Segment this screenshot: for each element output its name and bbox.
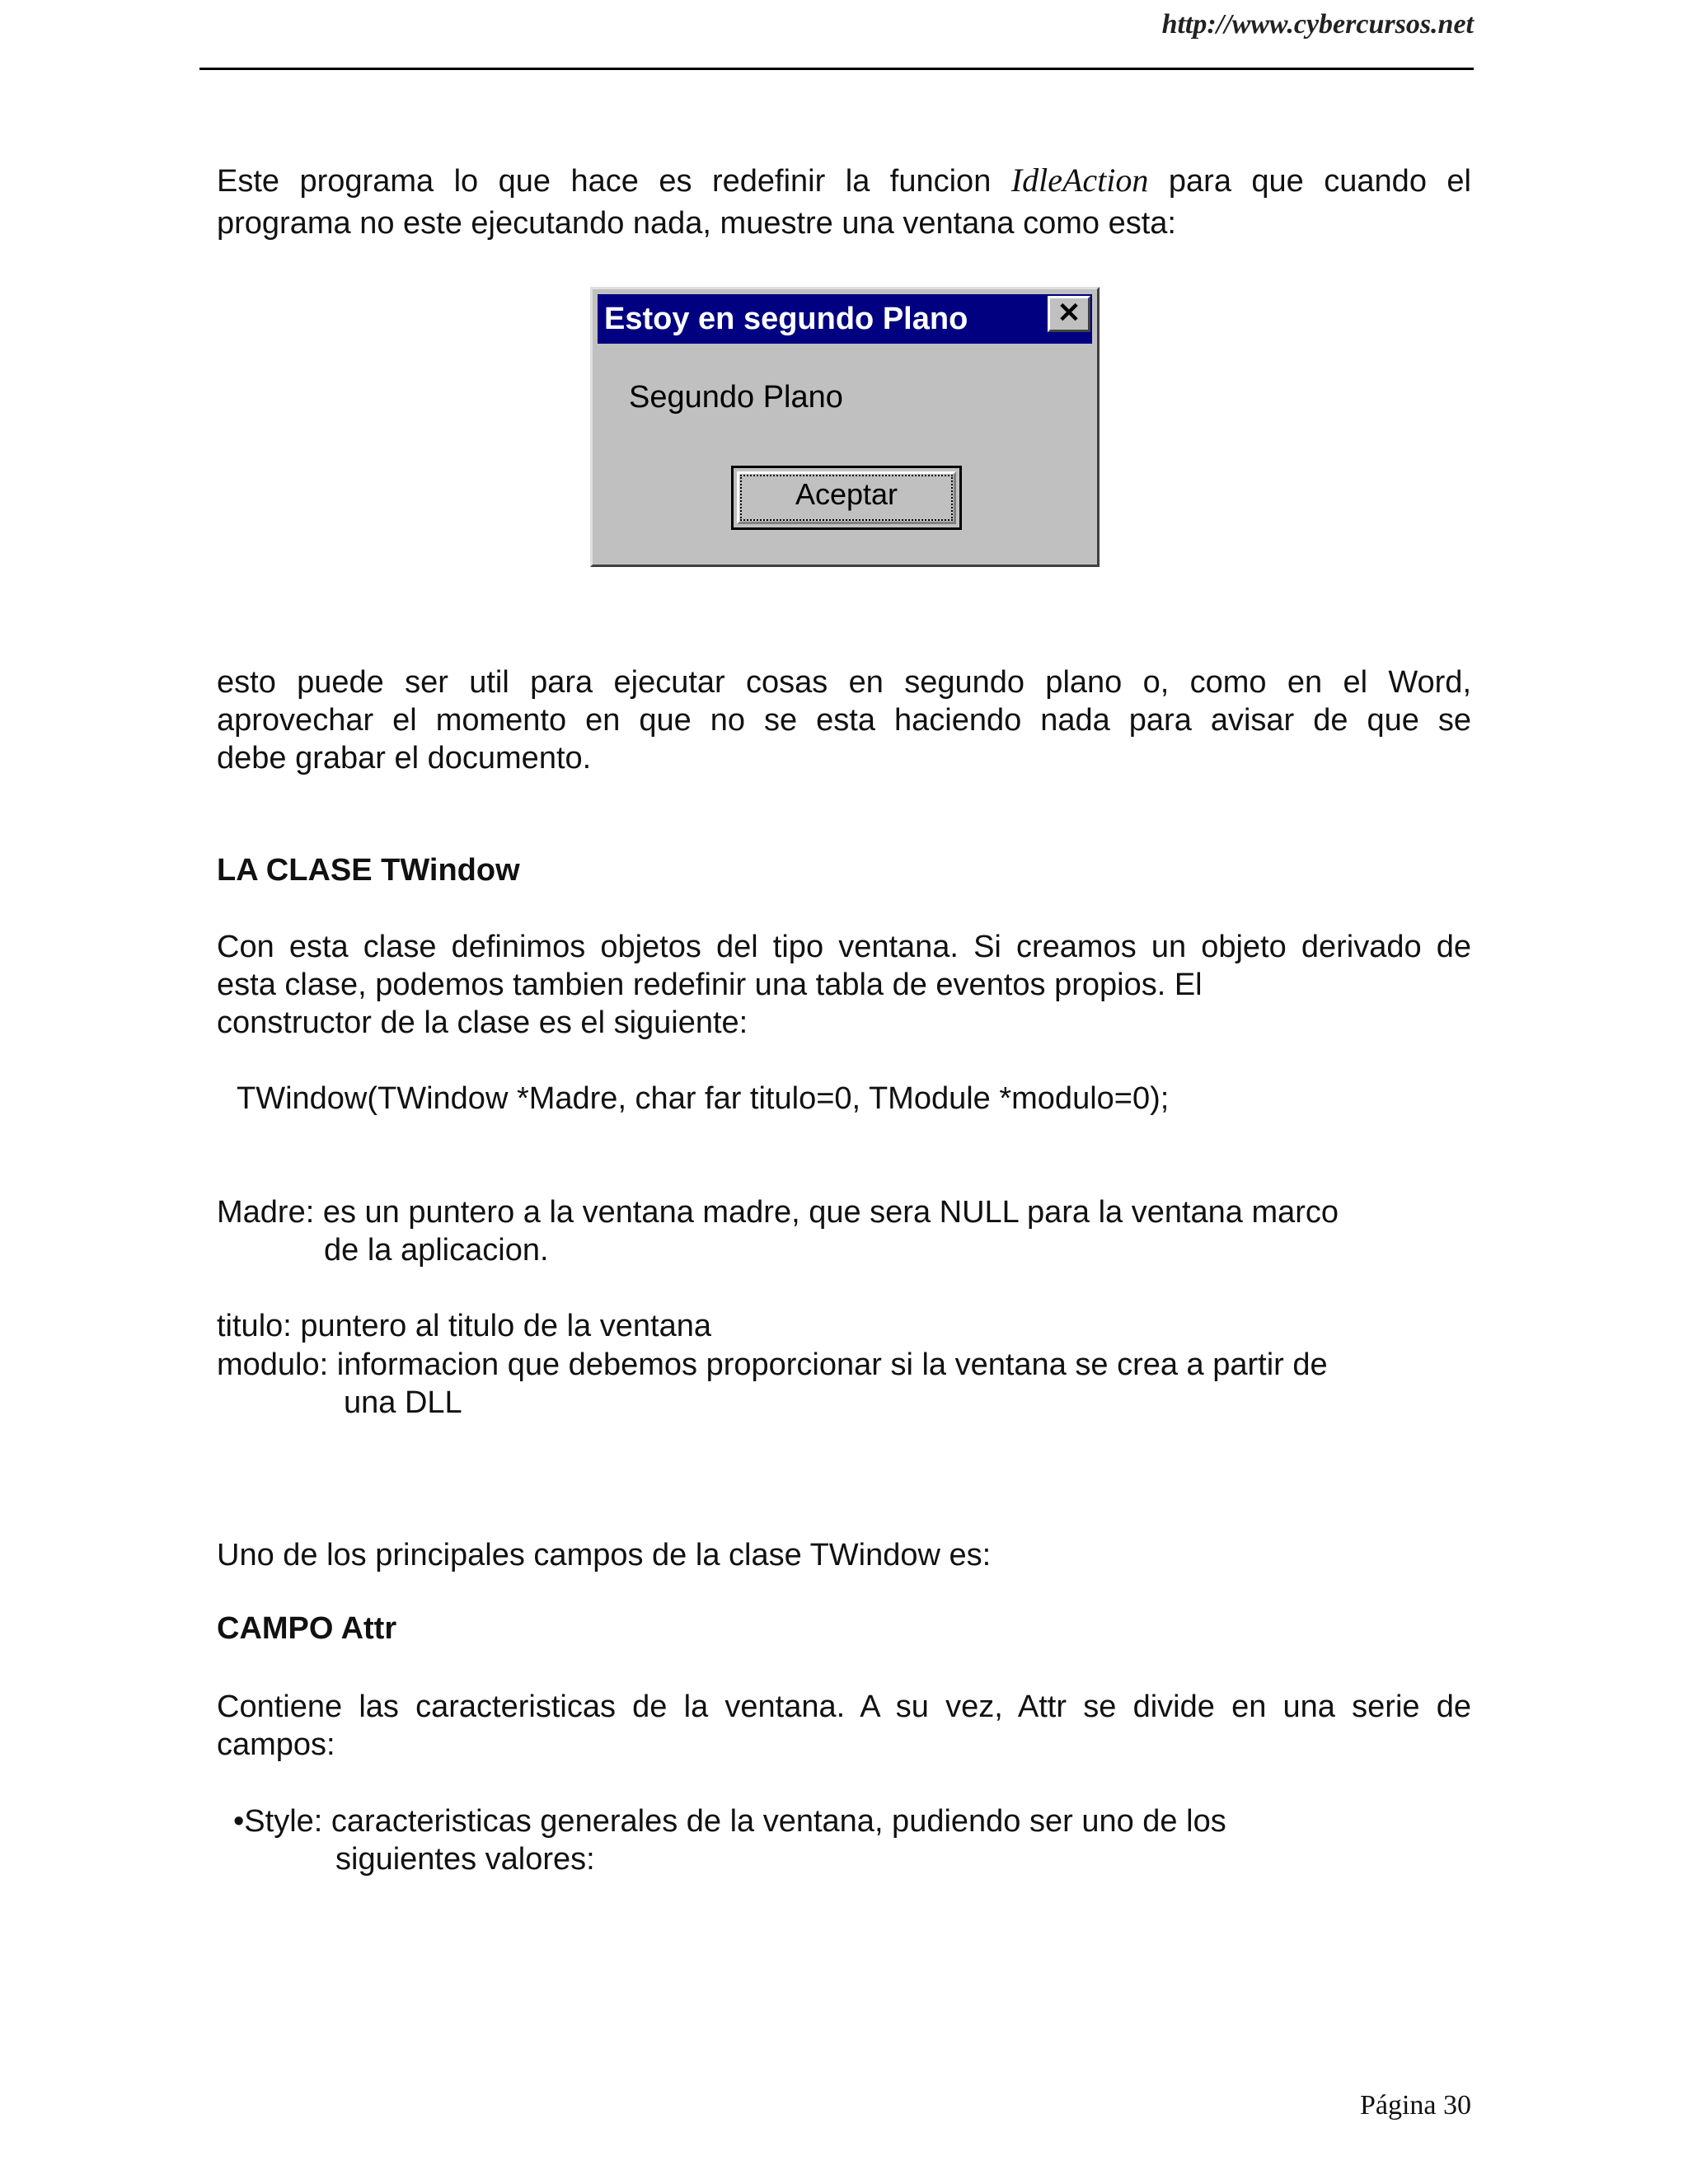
accept-button[interactable] <box>731 466 962 530</box>
style-item-line-2: siguientes valores: <box>335 1842 595 1877</box>
idleaction-term: IdleAction <box>1010 162 1149 199</box>
attr-line-1: Contiene las caracteristicas de la ventana. A su vez, Attr se divide en una serie de <box>217 1690 1471 1724</box>
dialog-title: Estoy en segundo Plano <box>598 294 1092 344</box>
clase-line-3: constructor de la clase es el siguiente: <box>217 1005 748 1040</box>
dialog-message: Segundo Plano <box>629 380 843 415</box>
param-madre-line-2: de la aplicacion. <box>324 1233 549 1268</box>
page-number: Página 30 <box>1359 2090 1471 2121</box>
close-icon[interactable]: ✕ <box>1048 296 1090 332</box>
attr-line-2: campos: <box>217 1727 335 1762</box>
param-modulo-line-2: una DLL <box>344 1385 462 1420</box>
header-url: http://www.cybercursos.net <box>1161 9 1474 40</box>
section-title-attr: CAMPO Attr <box>217 1611 397 1646</box>
intro-line-1: Este programa lo que hace es redefinir la funcion IdleAction para que cuando el <box>217 162 1471 199</box>
accept-button-label: Aceptar <box>740 475 953 521</box>
util-line-3: debe grabar el documento. <box>217 741 592 776</box>
param-madre-line-1: Madre: es un puntero a la ventana madre, que sera NULL para la ventana marco <box>217 1195 1339 1230</box>
param-titulo: titulo: puntero al titulo de la ventana <box>217 1309 711 1343</box>
util-line-1: esto puede ser util para ejecutar cosas en segundo plano o, como en el Word, <box>217 665 1471 700</box>
section-title-twindow: LA CLASE TWindow <box>217 853 520 888</box>
dialog-window <box>590 287 1100 567</box>
header-rule <box>199 68 1474 70</box>
clase-line-2: esta clase, podemos tambien redefinir una tabla de eventos propios. El <box>217 968 1203 1002</box>
constructor-signature: TWindow(TWindow *Madre, char far titulo=0, TModule *modulo=0); <box>237 1081 1170 1116</box>
campos-paragraph: Uno de los principales campos de la clase TWindow es: <box>217 1538 992 1572</box>
util-line-2: aprovechar el momento en que no se esta haciendo nada para avisar de que se <box>217 703 1471 738</box>
param-modulo-line-1: modulo: informacion que debemos proporcionar si la ventana se crea a partir de <box>217 1347 1328 1382</box>
style-item-line-1: •Style: caracteristicas generales de la ventana, pudiendo ser uno de los <box>233 1804 1226 1839</box>
intro-line-2: programa no este ejecutando nada, muestre una ventana como esta: <box>217 206 1176 241</box>
clase-line-1: Con esta clase definimos objetos del tipo ventana. Si creamos un objeto derivado de <box>217 930 1471 964</box>
